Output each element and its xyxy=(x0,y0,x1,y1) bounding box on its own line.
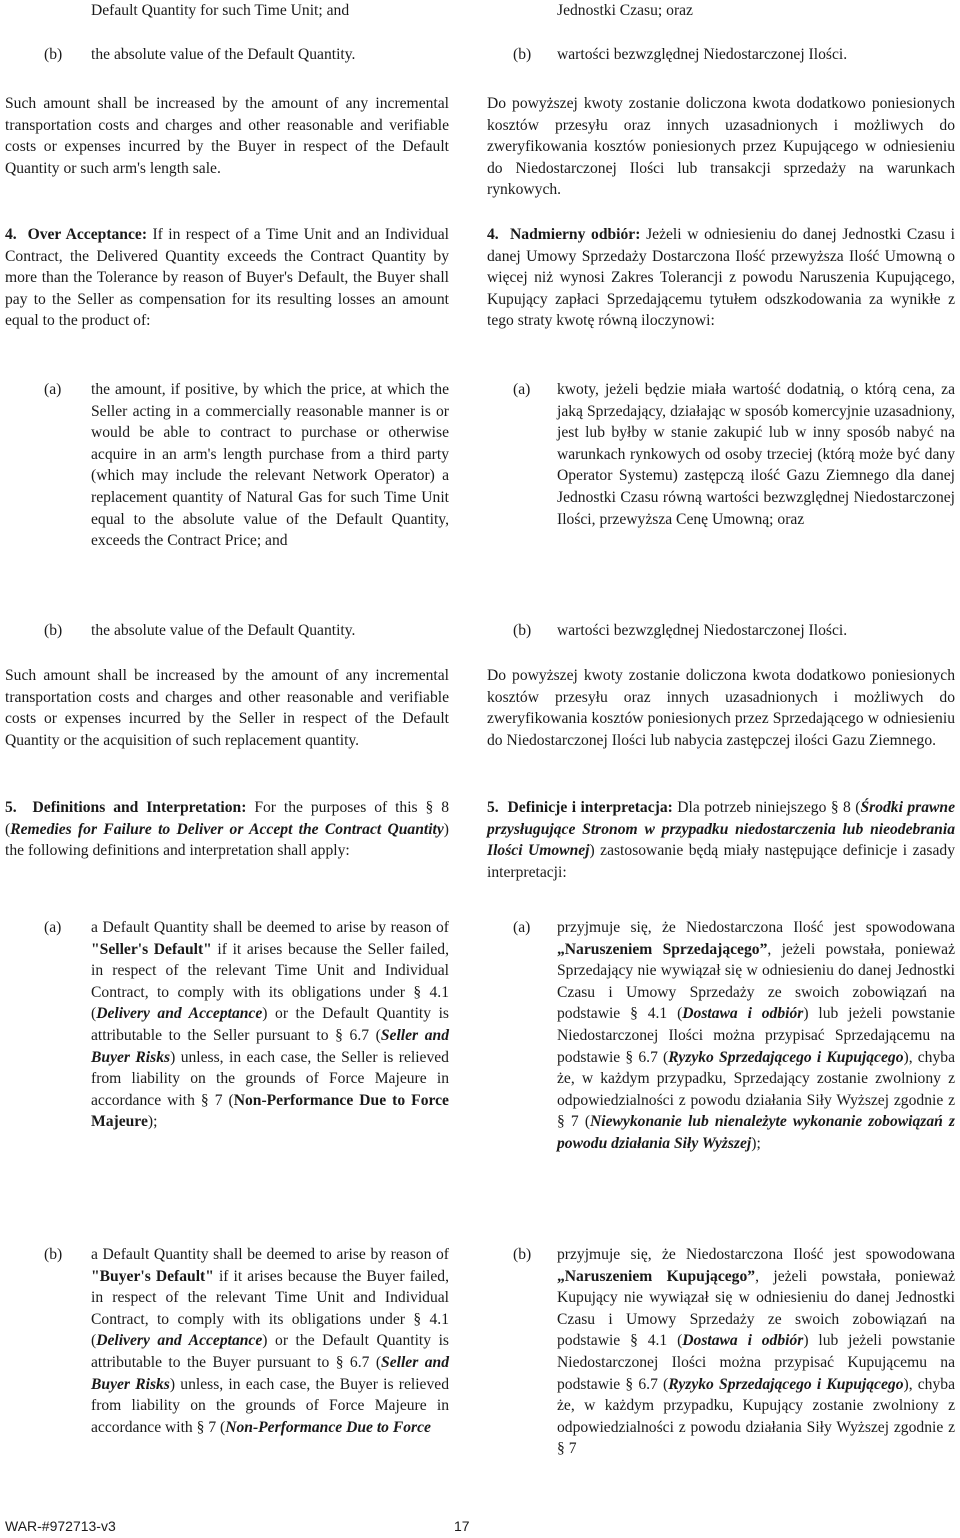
item-label: (a) xyxy=(44,919,62,936)
item-text: the absolute value of the Default Quantity. xyxy=(91,46,356,63)
section-sign: § xyxy=(335,1026,343,1044)
item-label: (b) xyxy=(44,1246,63,1263)
text-run: ) or the Default Quantity is attributable to the Seller pursuant to xyxy=(91,1005,449,1044)
section-sign: § xyxy=(200,1091,209,1109)
item-text: wartości bezwzględnej Niedostarczonej Ilości. xyxy=(557,46,848,63)
cross-reference: Ryzyko Sprzedającego i Kupującego xyxy=(668,1048,904,1066)
text-run: ), chyba że, w każdym przypadku, Sprzedający zostanie zwolniony z odpowiedzialności z powodu działania Siły Wyższej zgodnie z xyxy=(557,1048,955,1109)
text-run: ) zastosowanie będą miały następujące definicje i zasady interpretacji: xyxy=(487,842,956,881)
item-label: (b) xyxy=(513,46,532,63)
section-sign: § xyxy=(630,1332,638,1350)
section-heading: Over Acceptance: xyxy=(27,226,148,243)
text-run: ) or the Default Quantity is attributable to the Buyer pursuant to xyxy=(91,1332,449,1371)
text-run: a Default Quantity shall be deemed to arise by reason of xyxy=(91,1246,449,1263)
cross-reference: Ryzyko Sprzedającego i Kupującego xyxy=(668,1375,904,1393)
section-number: 4. xyxy=(487,226,499,243)
text-run: ) unless, in each case, the Seller is relieved from liability on the grounds of Force Majeure in accordance with xyxy=(91,1048,449,1109)
section-sign: § xyxy=(625,1048,634,1066)
text-run: ) lub jeżeli powstanie Niedostarczonej Ilości można przypisać Sprzedającemu na podstawie xyxy=(557,1005,955,1066)
text-run: 6.7 ( xyxy=(342,1026,381,1044)
item-label: (b) xyxy=(44,46,63,63)
section-text: Jeżeli w odniesieniu do danej Jednostki Czasu i danej Umowy Sprzedaży Dostarczona Ilość przewyższa Ilość Umowną o więcej niż wynosi Zakres Tolerancji z powodu Naruszenia Kupującego, Kupujący zapłaci Sprzedającemu tytułem odszkodowania za wynikłe z tego straty kwotę równą iloczynowi: xyxy=(487,226,955,330)
item-text: the amount, if positive, by which the price, at which the Seller acting in a commercially reasonable manner is or would be able to contract to purchase or otherwise acquire in an arm's length purchase from a third party (which may include the relevant Network Operator) a replacement quantity of Natural Gas for such Time Unit equal to the absolute value of the Default Quantity, exceeds the Contract Price; and xyxy=(91,381,449,550)
text-run: 7 ( xyxy=(204,1418,226,1436)
item-text: wartości bezwzględnej Niedostarczonej Ilości. xyxy=(557,622,848,639)
item-text xyxy=(91,1244,449,1438)
text-run: 7 xyxy=(564,1440,577,1458)
defined-term: "Seller's Default" xyxy=(91,940,212,958)
text-run: Dla potrzeb niniejszego xyxy=(672,799,831,816)
page-number: 17 xyxy=(454,1518,470,1534)
section-sign: § xyxy=(413,983,422,1001)
section-sign: § xyxy=(557,1440,565,1458)
section-sign: § xyxy=(196,1418,205,1436)
item-label: (a) xyxy=(513,381,531,398)
text-run: 4.1 ( xyxy=(637,1005,683,1023)
text-run: 8 ( xyxy=(5,799,450,838)
defined-term: „Naruszeniem Kupującego” xyxy=(557,1267,756,1285)
section-heading: Definicje i interpretacja: xyxy=(507,799,673,816)
item-text xyxy=(557,917,955,1155)
item-a-continuation-text: Jednostki Czasu; oraz xyxy=(557,2,693,19)
text-run: , jeżeli powstała, ponieważ Sprzedający nie wywiązał się w odniesieniu do danej Jednostki Czasu i Umowy Sprzedaży ze swoich zobowiązań na podstawie xyxy=(557,940,955,1023)
item-a-continuation xyxy=(557,0,955,22)
text-run: ) unless, in each case, the Buyer is relieved from liability on the grounds of Force Majeure in accordance with xyxy=(91,1375,449,1436)
cross-reference: Non-Performance Due to Force xyxy=(225,1418,431,1436)
amount-increase-paragraph: Do powyższej kwoty zostanie doliczona kwota dodatkowo poniesionych kosztów przesyłu oraz innych uzasadnionych i możliwych do zweryfikowania kosztów poniesionych przez Kupującego w odniesieniu do Niedostarczonej Ilości lub transakcji sprzedaży na warunkach rynkowych. xyxy=(487,95,955,199)
section-5-paragraph xyxy=(487,797,955,883)
cross-reference: Non-Performance Due to Force Majeure xyxy=(91,1091,449,1131)
text-run: 6.7 ( xyxy=(343,1353,382,1371)
item-label: (b) xyxy=(44,622,63,639)
item-label: (a) xyxy=(513,919,531,936)
item-a-continuation-text: Default Quantity for such Time Unit; and xyxy=(91,2,350,19)
replacement-cost-paragraph: Such amount shall be increased by the amount of any incremental transportation costs and charges and other reasonable and verifiable costs or expenses incurred by the Seller in respect of the Default Quantity or the acquisition of such replacement quantity. xyxy=(5,667,449,749)
item-label: (b) xyxy=(513,1246,532,1263)
cross-reference: Delivery and Acceptance xyxy=(96,1005,263,1023)
text-run: 7 ( xyxy=(564,1113,591,1131)
text-run: 8 ( xyxy=(838,799,861,816)
cross-reference: Dostawa i odbiór xyxy=(682,1005,804,1023)
section-heading: Definitions and Interpretation: xyxy=(32,799,247,816)
section-number: 5. xyxy=(5,799,17,816)
text-run: if it arises because the Seller failed, in respect of the relevant Time Unit and Individual Contract, to comply with its obligations under xyxy=(91,940,449,1001)
section-sign: § xyxy=(335,1353,344,1371)
cross-reference: Remedies for Failure to Deliver or Accept the Contract Quantity xyxy=(10,820,444,838)
text-run: 6.7 ( xyxy=(633,1375,669,1393)
defined-term: "Buyer's Default" xyxy=(91,1267,214,1285)
section-sign: § xyxy=(557,1113,565,1131)
text-run: a Default Quantity shall be deemed to arise by reason of xyxy=(91,919,449,936)
text-run: 7 ( xyxy=(208,1091,234,1109)
section-number: 5. xyxy=(487,799,499,816)
section-sign: § xyxy=(630,1005,638,1023)
defined-term: „Naruszeniem Sprzedającego” xyxy=(557,940,768,958)
section-4-paragraph xyxy=(5,224,449,332)
section-text: If in respect of a Time Unit and an Individual Contract, the Delivered Quantity exceeds the Contract Quantity by more than the Tolerance by reason of Buyer's Default, the Buyer shall pay to the Seller as compensation for its resulting losses an amount equal to the product of: xyxy=(5,226,449,330)
cross-reference: Niewykonanie lub nienależyte wykonanie zobowiązań z powodu działania Siły Wyższej xyxy=(557,1113,955,1152)
document-reference: WAR-#972713-v3 xyxy=(5,1518,116,1534)
item-text xyxy=(91,917,449,1133)
text-run: przyjmuje się, że Niedostarczona Ilość jest spowodowana xyxy=(557,1246,955,1263)
amount-increase-paragraph: Such amount shall be increased by the amount of any incremental transportation costs and charges and other reasonable and verifiable costs or expenses incurred by the Buyer in respect of the Default Quantity or such arm's length sale. xyxy=(5,95,449,177)
replacement-cost-paragraph: Do powyższej kwoty zostanie doliczona kwota dodatkowo poniesionych kosztów przesyłu oraz innych uzasadnionych i możliwych do zweryfikowania kosztów poniesionych przez Sprzedającego w odniesieniu do Niedostarczonej Ilości lub nabycia zastępczej ilości Gazu Ziemnego. xyxy=(487,667,955,749)
section-4-paragraph xyxy=(487,224,955,332)
section-sign: § xyxy=(425,799,434,816)
text-run: 6.7 ( xyxy=(633,1048,669,1066)
text-run: ) lub jeżeli powstanie Niedostarczonej Ilości można przypisać Kupującemu na podstawie xyxy=(557,1332,955,1393)
text-run: 4.1 ( xyxy=(637,1332,683,1350)
section-sign: § xyxy=(830,799,839,816)
text-run: ); xyxy=(751,1134,761,1152)
section-sign: § xyxy=(625,1375,634,1393)
cross-reference: Seller and Buyer Risks xyxy=(91,1353,449,1393)
cross-reference: Seller and Buyer Risks xyxy=(91,1026,449,1066)
cross-reference: Środki prawne przysługujące Stronom w przypadku niedostarczenia lub nieodebrania Ilości Umownej xyxy=(487,799,956,860)
cross-reference: Dostawa i odbiór xyxy=(682,1332,804,1350)
item-text: the absolute value of the Default Quantity. xyxy=(91,622,356,639)
text-run: 4.1 ( xyxy=(91,1310,449,1350)
cross-reference: Delivery and Acceptance xyxy=(96,1332,263,1350)
item-text xyxy=(557,1244,955,1460)
item-label: (b) xyxy=(513,622,532,639)
text-run: 4.1 ( xyxy=(91,983,449,1023)
text-run: przyjmuje się, że Niedostarczona Ilość jest spowodowana xyxy=(557,919,955,936)
item-a-continuation xyxy=(91,0,449,22)
item-text: kwoty, jeżeli będzie miała wartość dodatnią, o którą cena, za jaką Sprzedający, działając w sposób komercyjnie uzasadniony, jest lub byłby w stanie zakupić lub w inny sposób nabyć na warunkach rynkowych od osoby trzeciej (którą może być dany Operator Systemu) zastępczą ilość Gazu Ziemnego dla danej Jednostki Czasu równą wartości bezwzględnej Niedostarczonej Ilości, przewyższa Cenę Umowną; oraz xyxy=(557,381,955,528)
text-run: , jeżeli powstała, ponieważ Kupujący nie wywiązał się w odniesieniu do danej Jednostki Czasu i Umowy Sprzedaży ze swoich zobowiązań na podstawie xyxy=(557,1267,956,1350)
text-run: For the purposes of this xyxy=(246,799,426,816)
text-run: if it arises because the Buyer failed, in respect of the relevant Time Unit and Individual Contract, to comply with its obligations under xyxy=(91,1267,449,1328)
section-heading: Nadmierny odbiór: xyxy=(510,226,641,243)
section-sign: § xyxy=(413,1310,422,1328)
section-5-paragraph xyxy=(5,797,449,862)
item-label: (a) xyxy=(44,381,62,398)
text-run: ), chyba że, w każdym przypadku, Kupujący zostanie zwolniony z odpowiedzialności z powodu działania Siły Wyższej zgodnie z xyxy=(557,1375,955,1436)
text-run: ); xyxy=(147,1113,158,1131)
section-number: 4. xyxy=(5,226,17,243)
text-run: ) the following definitions and interpretation shall apply: xyxy=(5,820,449,860)
